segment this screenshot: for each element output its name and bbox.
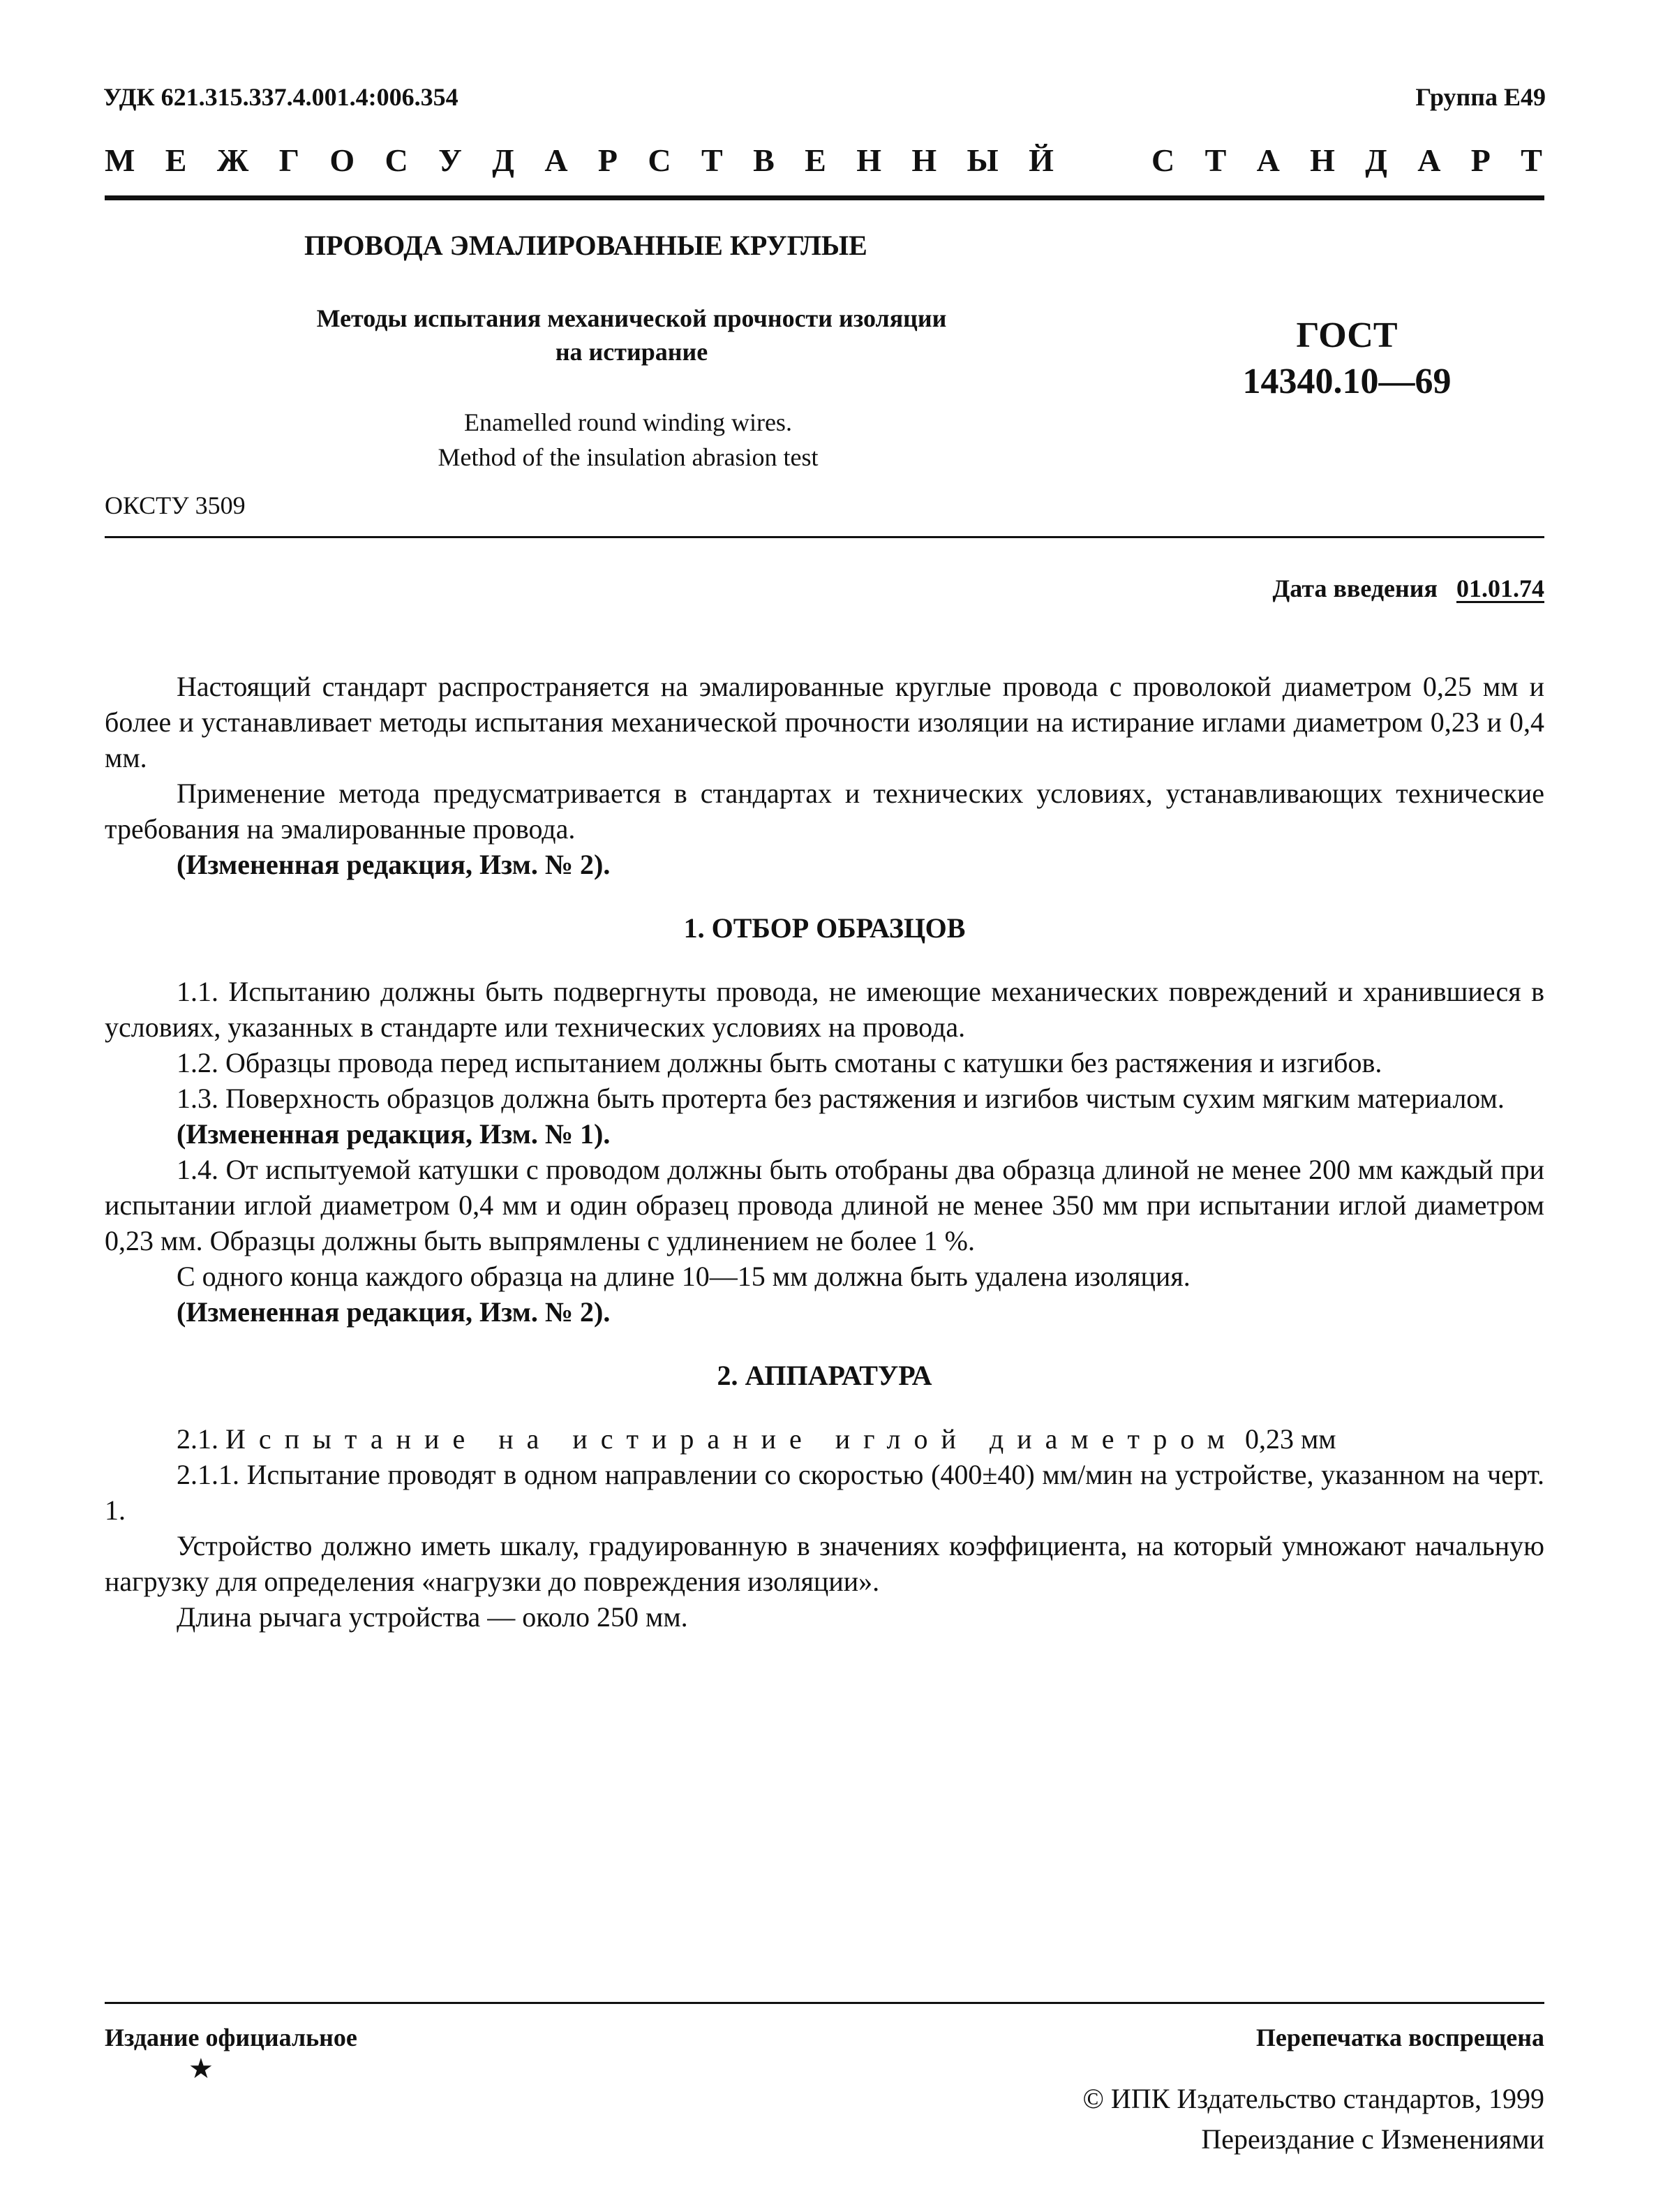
english-line-2: Method of the insulation abrasion test: [438, 443, 819, 471]
document-subtitle: [230, 302, 1033, 369]
amendment-note: (Измененная редакция, Изм. № 2).: [177, 1296, 611, 1328]
heading-letter: Д: [492, 142, 514, 178]
heading-letter: Й: [1029, 142, 1054, 178]
heading-letter: Р: [597, 142, 618, 178]
heading-letter: Т: [1521, 142, 1542, 178]
heading-letter: А: [544, 142, 568, 178]
document-title: ПРОВОДА ЭМАЛИРОВАННЫЕ КРУГЛЫЕ: [304, 230, 867, 261]
document-body: [105, 669, 1544, 1635]
heading-letter: А: [1417, 142, 1441, 178]
reprint-prohibited-label: Перепечатка воспрещена: [1255, 2024, 1544, 2051]
heading-letter: Т: [1204, 142, 1227, 178]
heading-letter: В: [753, 142, 775, 178]
clause-1-1: 1.1. Испытанию должны быть подвергнуты провода, не имеющие механических повреждений и хранившиеся в условиях, указанных в стандарте или технических условиях на провода.: [105, 976, 1544, 1043]
heading-letter: Р: [1470, 142, 1491, 178]
heading-letter: О: [329, 142, 355, 178]
english-title: [335, 405, 921, 475]
heading-letter: У: [438, 142, 462, 178]
introduction-date: [1273, 574, 1545, 603]
reissue-line: Переиздание с Изменениями: [1201, 2123, 1544, 2155]
intro-paragraph-1: Настоящий стандарт распространяется на эмалированные круглые провода с проволокой диаметром 0,25 мм и более и устанавливает методы испытания механической прочности изоляции на истирание иглами диаметром 0,23 и 0,4 мм.: [105, 671, 1544, 773]
subtitle-line-2: на истирание: [555, 338, 708, 366]
heading-letter: Т: [701, 142, 723, 178]
clause-2-1-1-scale: Устройство должно иметь шкалу, градуированную в значениях коэффициента, на который умножают начальную нагрузку для определения «нагрузки до повреждения изоляции».: [105, 1530, 1544, 1597]
heading-letter: Н: [911, 142, 937, 178]
footer-rule: [105, 2002, 1544, 2004]
heading-letter: А: [1256, 142, 1280, 178]
udk-code: УДК 621.315.337.4.001.4:006.354: [103, 83, 458, 111]
clause-2-1-1-lever: Длина рычага устройства — около 250 мм.: [177, 1601, 688, 1633]
heading-letter: С: [385, 142, 408, 178]
heading-letter: Ы: [967, 142, 999, 178]
clause-2-1-tail: 0,23 мм: [1244, 1423, 1336, 1455]
heading-letter: С: [648, 142, 671, 178]
okstu-code: ОКСТУ 3509: [105, 491, 246, 519]
header-rule: [105, 536, 1544, 538]
heading-letter: М: [105, 142, 135, 178]
gost-number: 14340.10—69: [1242, 362, 1452, 401]
amendment-note: (Измененная редакция, Изм. № 2).: [177, 849, 611, 880]
heading-letter: Е: [165, 142, 187, 178]
heading-letter: С: [1151, 142, 1175, 178]
clause-1-3: 1.3. Поверхность образцов должна быть протерта без растяжения и изгибов чистым сухим мягким материалом.: [177, 1083, 1505, 1114]
official-edition-label: Издание официальное: [105, 2024, 357, 2051]
clause-1-4-insulation: С одного конца каждого образца на длине 10—15 мм должна быть удалена изоляция.: [177, 1261, 1191, 1292]
star-icon: ★: [188, 2053, 214, 2084]
standard-heading: [1151, 142, 1542, 179]
heading-letter: Н: [856, 142, 881, 178]
interstate-heading: [105, 142, 1054, 179]
intro-paragraph-2: Применение метода предусматривается в стандартах и технических условиях, устанавливающих технические требования на эмалированные провода.: [105, 778, 1544, 845]
copyright-block: [1083, 2079, 1544, 2160]
english-line-1: Enamelled round winding wires.: [464, 408, 792, 436]
clause-2-1-1: 2.1.1. Испытание проводят в одном направлении со скоростью (400±40) мм/мин на устройстве, указанном на черт. 1.: [105, 1459, 1544, 1526]
heading-letter: Г: [278, 142, 299, 178]
gost-designation: [1214, 313, 1479, 405]
clause-2-1-number: 2.1.: [177, 1423, 218, 1455]
heading-letter: Е: [805, 142, 826, 178]
clause-1-4: 1.4. От испытуемой катушки с проводом должны быть отобраны два образца длиной не менее 200 мм каждый при испытании иглой диаметром 0,4 мм и один образец провода длиной не менее 350 мм при испытании иглой диаметром 0,23 мм. Образцы должны быть выпрямлены с удлинением не более 1 %.: [105, 1154, 1544, 1256]
section-1-heading: 1. ОТБОР ОБРАЗЦОВ: [683, 912, 966, 944]
heading-letter: Н: [1310, 142, 1335, 178]
section-2-heading: 2. АППАРАТУРА: [717, 1360, 932, 1391]
clause-1-2: 1.2. Образцы провода перед испытанием должны быть смотаны с катушки без растяжения и изгибов.: [177, 1047, 1382, 1078]
introduction-date-value: 01.01.74: [1456, 574, 1544, 602]
top-rule: [105, 195, 1544, 200]
subtitle-line-1: Методы испытания механической прочности изоляции: [316, 304, 947, 332]
clause-2-1: [105, 1421, 1544, 1457]
introduction-date-label: Дата введения: [1272, 574, 1438, 602]
heading-letter: Ж: [216, 142, 249, 178]
clause-2-1-title: Испытание на истирание иглой диаметром: [225, 1423, 1238, 1455]
heading-letter: Д: [1365, 142, 1387, 178]
amendment-note: (Измененная редакция, Изм. № 1).: [177, 1118, 611, 1150]
group-code: Группа Е49: [1415, 83, 1546, 111]
copyright-line: © ИПК Издательство стандартов, 1999: [1082, 2083, 1544, 2114]
gost-label: ГОСТ: [1296, 316, 1398, 355]
